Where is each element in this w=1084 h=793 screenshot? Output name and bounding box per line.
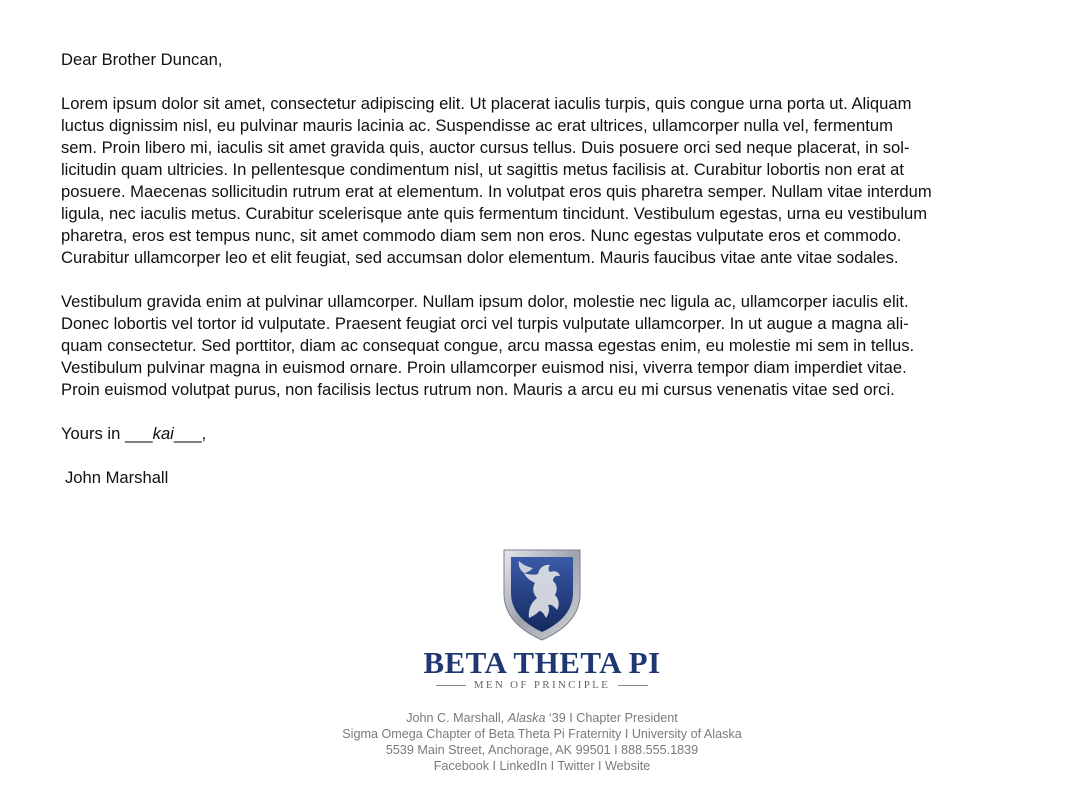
fraternity-logo: [0, 548, 1084, 691]
footer-school: Alaska: [507, 711, 546, 725]
closing-prefix: Yours in ___: [61, 424, 153, 443]
separator: I: [594, 759, 606, 773]
body-paragraph-1: [61, 93, 1036, 269]
footer-role: ‘39 I Chapter President: [545, 711, 678, 725]
facebook-link[interactable]: Facebook: [433, 759, 490, 773]
footer-links: [0, 758, 1084, 774]
paragraph-line: sem. Proin libero mi, iaculis sit amet gravida quis, auctor cursus tellus. Duis posuere orci sed neque placerat, in sol-: [61, 138, 910, 157]
letter-body: [61, 49, 1036, 489]
body-paragraph-2: [61, 291, 1036, 401]
wordmark: BETA THETA PI: [423, 645, 661, 680]
paragraph-line: Lorem ipsum dolor sit amet, consectetur adipiscing elit. Ut placerat iaculis turpis, quis congue urna porta ut. Aliquam: [61, 94, 912, 113]
separator: I: [547, 759, 558, 773]
paragraph-line: Vestibulum gravida enim at pulvinar ullamcorper. Nullam ipsum dolor, molestie nec ligula ac, ullamcorper iaculis elit.: [61, 292, 909, 311]
footer-name: John C. Marshall,: [406, 711, 508, 725]
paragraph-line: pharetra, eros est tempus nunc, sit amet commodo diam sem non eros. Nunc egestas vulputate eros et commodo.: [61, 226, 902, 245]
paragraph-line: Vestibulum pulvinar magna in euismod ornare. Proin ullamcorper euismod nisi, viverra tempor diam imperdiet vitae.: [61, 358, 907, 377]
signature-footer: [0, 710, 1084, 774]
signer-name: John Marshall: [65, 468, 169, 487]
tagline-rule-right: [618, 685, 648, 686]
footer-chapter-line: Sigma Omega Chapter of Beta Theta Pi Fraternity I University of Alaska: [342, 727, 742, 741]
paragraph-line: Proin euismod volutpat purus, non facilisis lectus rutrum non. Mauris a arcu eu mi cursus venenatis vitae sed orci.: [61, 380, 895, 399]
paragraph-line: ligula, nec iaculis metus. Curabitur scelerisque ante quis fermentum tincidunt. Vestibulum egestas, urna eu vestibulum: [61, 204, 928, 223]
closing-word: kai: [152, 424, 174, 443]
paragraph-line: Curabitur ullamcorper leo et elit feugiat, sed accumsan dolor elementum. Mauris faucibus vitae ante vitae sodales.: [61, 248, 899, 267]
separator: I: [489, 759, 500, 773]
tagline-row: [0, 679, 1084, 691]
footer-address-line: 5539 Main Street, Anchorage, AK 99501 I 888.555.1839: [385, 743, 699, 757]
salutation: Dear Brother Duncan,: [61, 50, 223, 69]
paragraph-line: licitudin quam ultricies. In pellentesque condimentum nisl, ut sagittis metus facilisis at. Curabitur lobortis non erat at: [61, 160, 904, 179]
paragraph-line: luctus dignissim nisl, eu pulvinar mauris lacinia ac. Suspendisse ac erat ultrices, ullamcorper nulla vel, fermentum: [61, 116, 893, 135]
linkedin-link[interactable]: LinkedIn: [499, 759, 548, 773]
closing-suffix: ___,: [173, 424, 207, 443]
tagline: MEN OF PRINCIPLE: [473, 679, 611, 691]
closing: [61, 423, 1036, 445]
footer-title-line: [0, 710, 1084, 726]
paragraph-line: posuere. Maecenas sollicitudin rutrum erat at elementum. In volutpat eros quis pharetra semper. Nullam vitae interdum: [61, 182, 932, 201]
twitter-link[interactable]: Twitter: [557, 759, 595, 773]
griffin-shield-icon: [502, 548, 582, 642]
tagline-rule-left: [436, 685, 466, 686]
paragraph-line: Donec lobortis vel tortor id vulputate. Praesent feugiat orci vel turpis vulputate ullamcorper. In ut augue a magna ali-: [61, 314, 909, 333]
paragraph-line: quam consectetur. Sed porttitor, diam ac consequat congue, arcu massa egestas enim, eu molestie mi sem in tellus.: [61, 336, 915, 355]
website-link[interactable]: Website: [605, 759, 651, 773]
